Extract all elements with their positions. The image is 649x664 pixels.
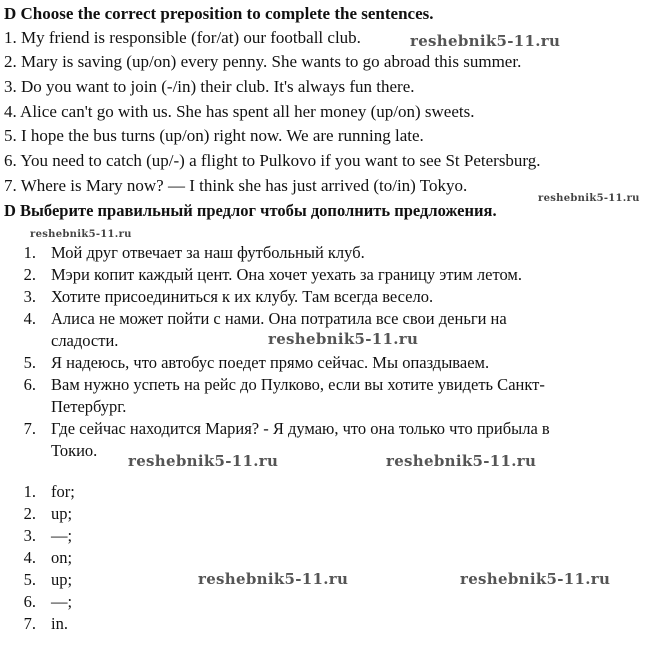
english-sentence-5: 5. I hope the bus turns (up/on) right now. We are running late. <box>4 126 424 145</box>
russian-item-text-continued: Токио. <box>51 441 98 460</box>
answer-text: —; <box>51 592 73 611</box>
russian-item-text: Алиса не может пойти с нами. Она потратила все свои деньги на <box>51 309 507 328</box>
answer-number: 4. <box>23 548 36 567</box>
watermark: reshebnik5-11.ru <box>386 452 537 470</box>
answer-number: 6. <box>23 592 36 611</box>
answer-text: on; <box>51 548 73 567</box>
russian-item-text: Вам нужно успеть на рейс до Пулково, если вы хотите увидеть Санкт- <box>51 375 545 394</box>
answer-number: 5. <box>23 570 36 589</box>
russian-item-text-continued: сладости. <box>51 331 119 350</box>
watermark: reshebnik5-11.ru <box>410 32 561 50</box>
russian-item-number: 7. <box>23 419 36 438</box>
russian-item-text-continued: Петербург. <box>51 397 127 416</box>
answer-number: 1. <box>23 482 36 501</box>
watermark: reshebnik5-11.ru <box>198 570 349 588</box>
watermark: reshebnik5-11.ru <box>460 570 611 588</box>
russian-item-number: 1. <box>23 243 36 262</box>
russian-item-number: 2. <box>23 265 36 284</box>
answer-number: 7. <box>23 614 36 633</box>
watermark: reshebnik5-11.ru <box>268 330 419 348</box>
answer-text: —; <box>51 526 73 545</box>
english-sentence-4: 4. Alice can't go with us. She has spent all her money (up/on) sweets. <box>4 102 475 121</box>
russian-item-number: 3. <box>23 287 36 306</box>
english-sentence-1: 1. My friend is responsible (for/at) our football club. <box>4 28 361 47</box>
english-sentence-3: 3. Do you want to join (-/in) their club. It's always fun there. <box>4 77 415 96</box>
answer-text: up; <box>51 570 73 589</box>
russian-item-text: Хотите присоединиться к их клубу. Там всегда весело. <box>51 287 434 306</box>
english-sentence-2: 2. Mary is saving (up/on) every penny. She wants to go abroad this summer. <box>4 52 522 71</box>
answer-text: in. <box>51 614 68 633</box>
russian-item-text: Я надеюсь, что автобус поедет прямо сейчас. Мы опаздываем. <box>51 353 490 372</box>
answer-text: up; <box>51 504 73 523</box>
answer-number: 3. <box>23 526 36 545</box>
russian-item-text: Мой друг отвечает за наш футбольный клуб. <box>51 243 365 262</box>
answer-text: for; <box>51 482 75 501</box>
english-heading: D Choose the correct preposition to complete the sentences. <box>4 4 434 23</box>
russian-item-number: 6. <box>23 375 36 394</box>
english-sentence-7: 7. Where is Mary now? — I think she has just arrived (to/in) Tokyo. <box>4 176 468 195</box>
english-sentence-6: 6. You need to catch (up/-) a flight to Pulkovo if you want to see St Petersburg. <box>4 151 541 170</box>
watermark-small: reshebnik5-11.ru <box>30 229 132 240</box>
russian-item-number: 5. <box>23 353 36 372</box>
russian-item-text: Где сейчас находится Мария? - Я думаю, что она только что прибыла в <box>51 419 550 438</box>
answer-number: 2. <box>23 504 36 523</box>
watermark: reshebnik5-11.ru <box>128 452 279 470</box>
russian-item-text: Мэри копит каждый цент. Она хочет уехать за границу этим летом. <box>51 265 522 284</box>
russian-item-number: 4. <box>23 309 36 328</box>
russian-heading: D Выберите правильный предлог чтобы дополнить предложения. <box>4 201 497 220</box>
watermark-small: reshebnik5-11.ru <box>538 193 640 204</box>
